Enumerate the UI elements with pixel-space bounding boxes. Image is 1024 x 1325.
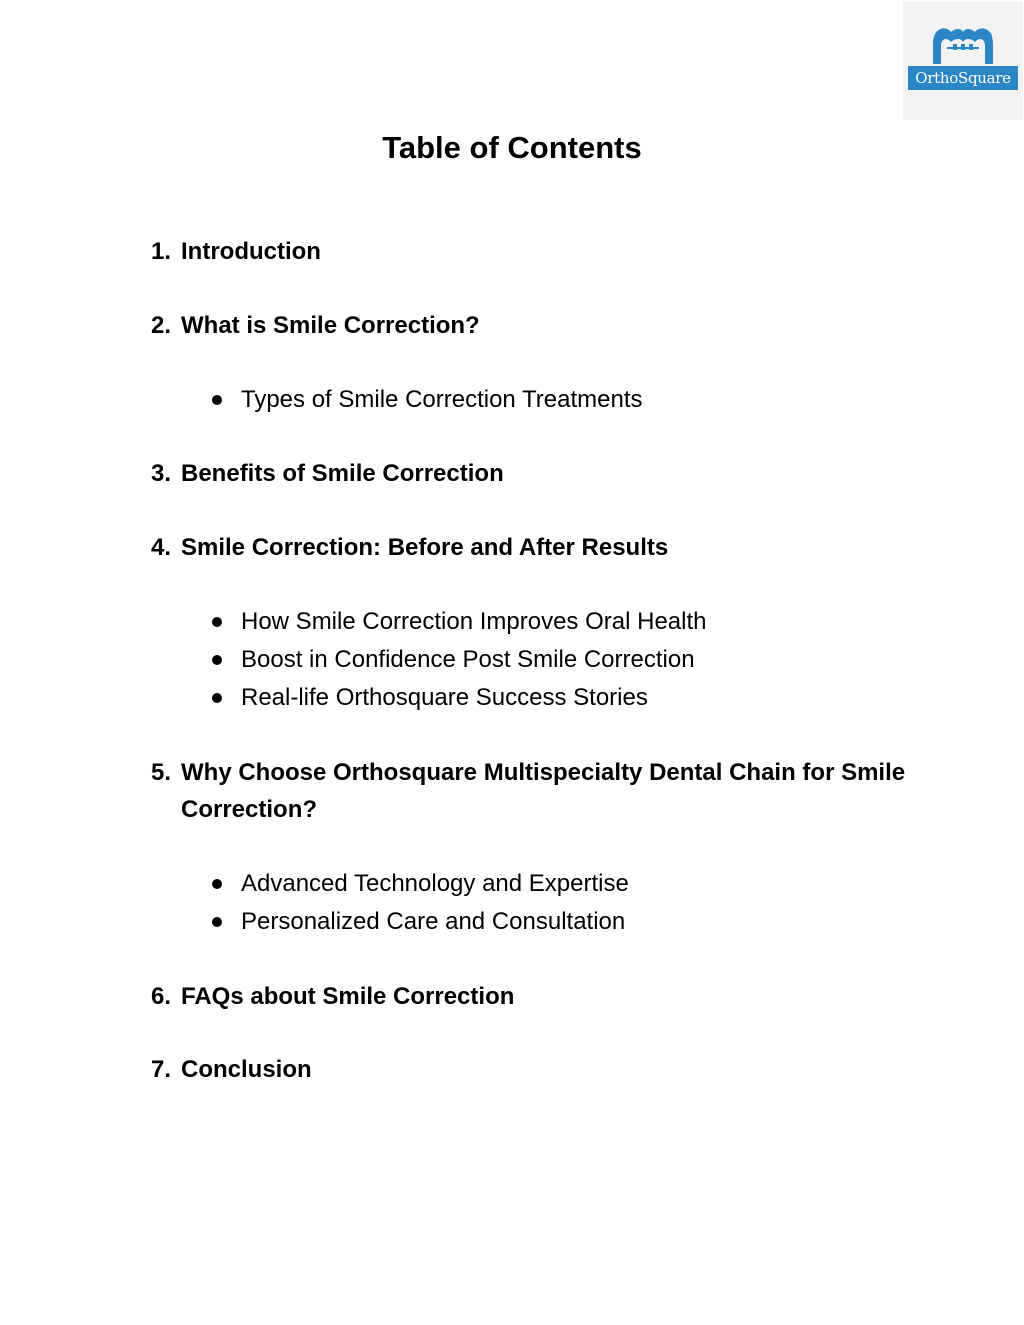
toc-item-4 xyxy=(151,529,931,566)
toc-item-number: 4. xyxy=(151,534,172,561)
toc-item-label: Introduction xyxy=(181,238,321,265)
toc-subitem-label: Types of Smile Correction Treatments xyxy=(241,386,643,413)
toc-item-label: Benefits of Smile Correction xyxy=(181,460,504,487)
bullet-icon xyxy=(212,617,222,627)
toc-item-5 xyxy=(151,754,931,828)
toc-item-2 xyxy=(151,307,931,344)
toc-item-number: 2. xyxy=(151,312,172,339)
toc-subitem-label: Real-life Orthosquare Success Stories xyxy=(241,684,648,711)
toc-subitem-label: Advanced Technology and Expertise xyxy=(241,870,629,897)
bullet-icon xyxy=(212,879,222,889)
toc-item-label: What is Smile Correction? xyxy=(181,312,480,339)
toc-subitem-label: Personalized Care and Consultation xyxy=(241,908,626,935)
toc-item-label: Smile Correction: Before and After Results xyxy=(181,534,669,561)
page-title: Table of Contents xyxy=(382,130,642,165)
toc-item-label: Why Choose Orthosquare Multispecialty Dental Chain for Smile Correction? xyxy=(181,759,906,823)
toc-item-number: 7. xyxy=(151,1056,172,1083)
toc-item-number: 6. xyxy=(151,983,172,1010)
toc-item-label: FAQs about Smile Correction xyxy=(181,983,515,1010)
toc-item-label: Conclusion xyxy=(181,1056,312,1083)
toc-subitem-label: Boost in Confidence Post Smile Correction xyxy=(241,646,695,673)
toc-item-number: 1. xyxy=(151,238,172,265)
toc-item-number: 3. xyxy=(151,460,172,487)
toc-item-1 xyxy=(151,233,931,270)
bullet-icon xyxy=(212,693,222,703)
toc-item-7 xyxy=(151,1051,931,1088)
bullet-icon xyxy=(212,655,222,665)
logo-brand-text: OrthoSquare xyxy=(908,66,1018,90)
toc-subitem xyxy=(212,641,972,679)
orthosquare-logo xyxy=(903,2,1023,120)
toc-subitem xyxy=(212,679,972,717)
toc-item-number: 5. xyxy=(151,759,172,786)
bullet-icon xyxy=(212,917,222,927)
toc-subitem xyxy=(212,903,972,941)
toc-item-3 xyxy=(151,455,931,492)
toc-subitem xyxy=(212,381,972,419)
bullet-icon xyxy=(212,395,222,405)
toc-subitem-label: How Smile Correction Improves Oral Health xyxy=(241,608,707,635)
toc-item-6 xyxy=(151,978,931,1015)
registered-mark: ® xyxy=(987,33,993,40)
toc-subitem xyxy=(212,865,972,903)
toc-subitem xyxy=(212,603,972,641)
tooth-icon xyxy=(903,2,1023,66)
